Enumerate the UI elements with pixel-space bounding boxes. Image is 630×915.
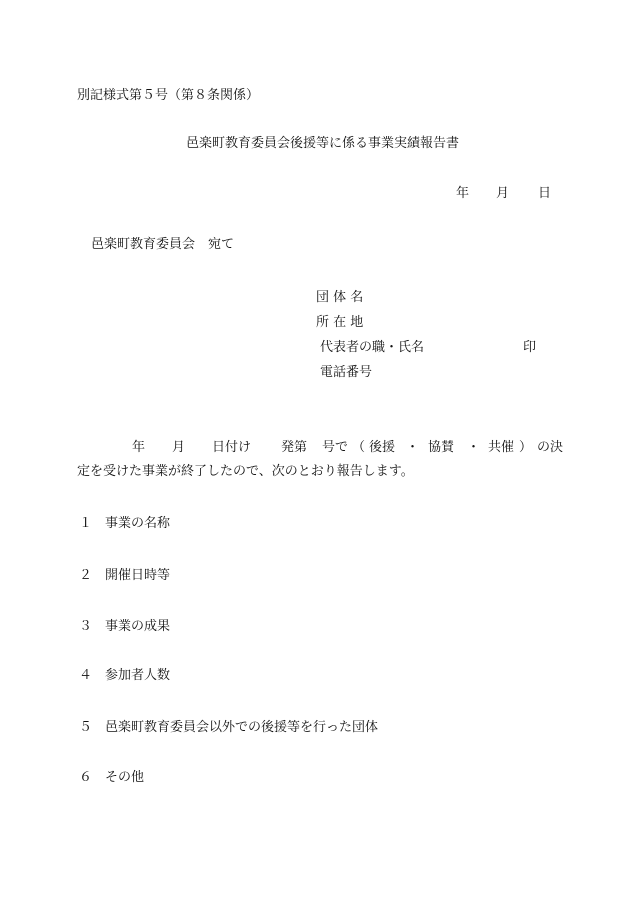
form-number: 別記様式第５号（第８条関係） (77, 88, 260, 103)
body-close-paren: ） (519, 440, 533, 455)
phone-label: 電話番号 (320, 365, 373, 380)
organization-name-label: 団 体 名 (316, 290, 364, 305)
item-number: ４ (79, 668, 93, 683)
body-option-cosponsor: 協賛 (428, 440, 455, 455)
item-number: ２ (79, 568, 93, 583)
item-other-sponsors: 邑楽町教育委員会以外での後援等を行った団体 (105, 720, 379, 735)
body-open-paren: （ (352, 440, 366, 455)
body-of: の決 (537, 440, 564, 455)
body-option-joint: 共催 (488, 440, 515, 455)
seal-mark: 印 (523, 340, 537, 355)
item-number: ５ (79, 720, 93, 735)
body-option-support: 後援 (369, 440, 396, 455)
item-event-results: 事業の成果 (105, 619, 171, 634)
item-number: １ (79, 516, 93, 531)
body-number-with: 号で (322, 440, 349, 455)
body-separator-2: ・ (467, 440, 481, 455)
body-year: 年 (132, 440, 146, 455)
item-participant-count: 参加者人数 (105, 668, 171, 683)
addressee: 邑楽町教育委員会 宛て (91, 237, 235, 252)
date-year-label: 年 (456, 186, 470, 201)
body-text-line-2: 定を受けた事業が終了したので、次のとおり報告します。 (77, 464, 414, 479)
date-month-label: 月 (496, 186, 510, 201)
document-title: 邑楽町教育委員会後援等に係る事業実績報告書 (186, 136, 460, 151)
body-separator-1: ・ (406, 440, 420, 455)
address-label: 所 在 地 (316, 315, 364, 330)
date-day-label: 日 (538, 186, 552, 201)
body-text-line-1 (77, 440, 564, 456)
body-dated: 日付け (212, 440, 252, 455)
body-month: 月 (172, 440, 186, 455)
item-event-datetime: 開催日時等 (105, 568, 171, 583)
body-issue: 発第 (281, 440, 308, 455)
item-event-name: 事業の名称 (105, 516, 171, 531)
item-number: ３ (79, 619, 93, 634)
item-other: その他 (105, 770, 145, 785)
representative-label: 代表者の職・氏名 (320, 340, 425, 355)
item-number: ６ (79, 770, 93, 785)
